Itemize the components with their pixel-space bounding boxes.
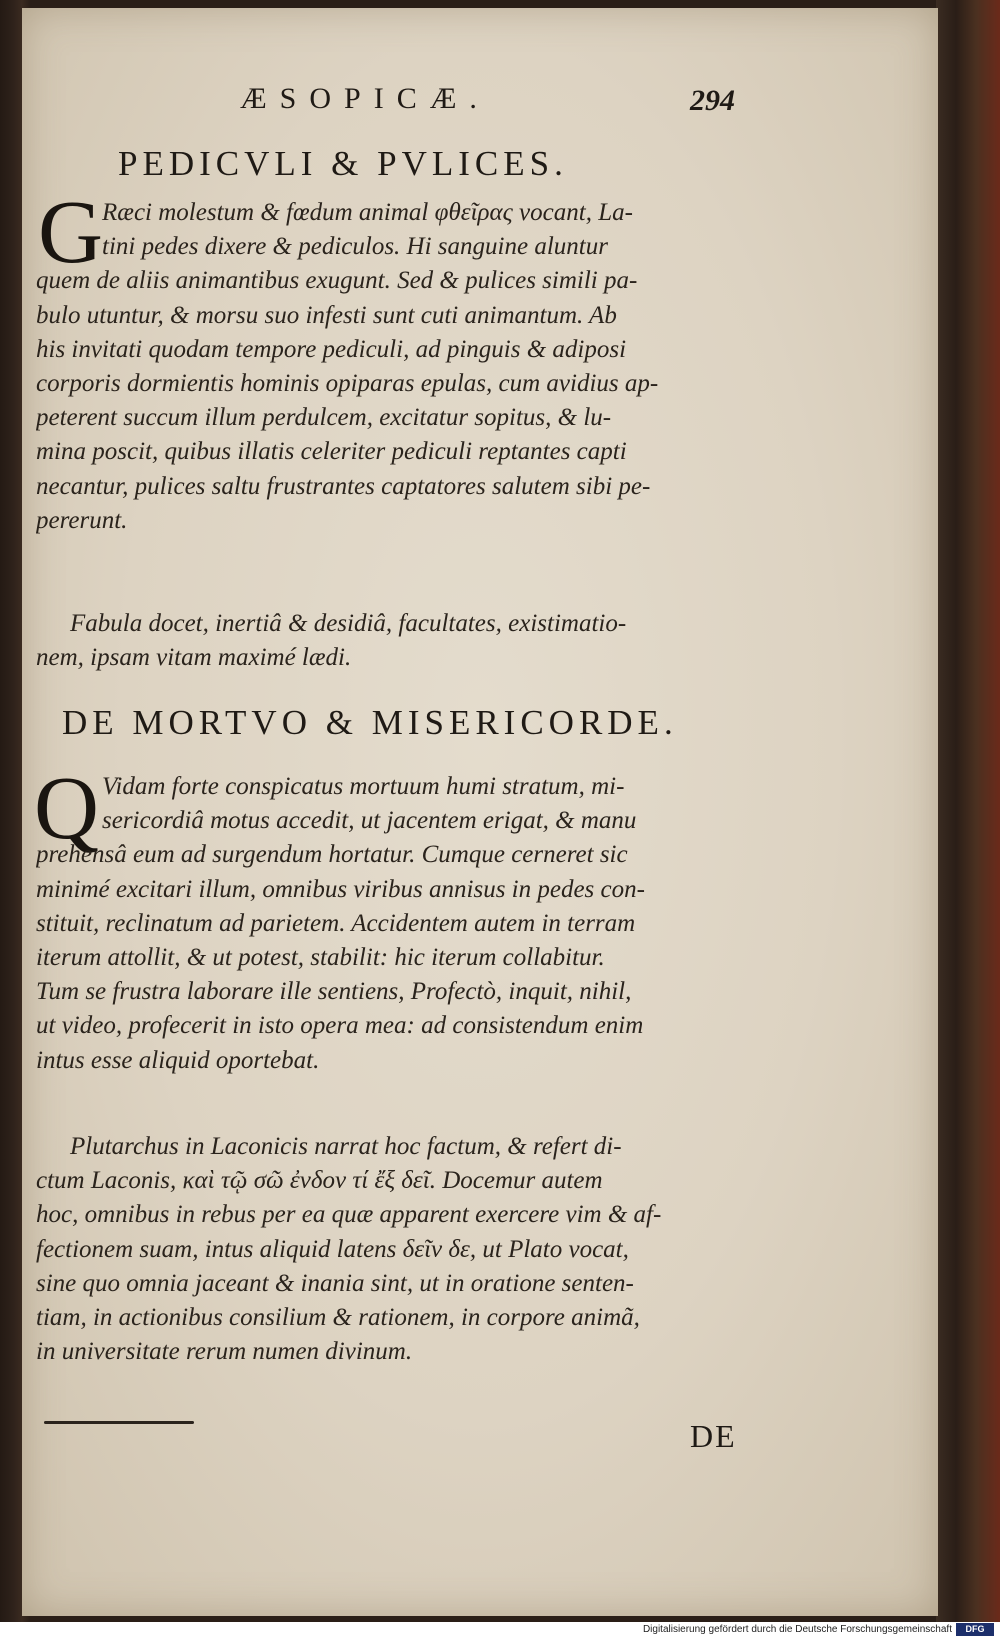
text-line: necantur, pulices saltu frustrantes captatores salutem sibi pe- [36,472,651,500]
text-line: peterent succum illum perdulcem, excitatur sopitus, & lu- [36,404,612,432]
text-line: nem, ipsam vitam maximé lædi. [36,644,352,672]
text-line: in universitate rerum numen divinum. [36,1338,413,1366]
catchword: DE [690,1418,737,1454]
text-line: prehensâ eum ad surgendum hortatur. Cumque cerneret sic [36,841,628,869]
running-head: ÆSOPICÆ. [240,82,490,115]
dfg-logo: DFG [956,1623,994,1636]
text-line: quem de aliis animantibus exugunt. Sed & pulices simili pa- [36,267,638,295]
text-line: Tum se frustra laborare ille sentiens, Profectò, inquit, nihil, [36,978,632,1006]
text-line: pererunt. [36,506,128,534]
fable2-title: DE MORTVO & MISERICORDE. [62,703,678,742]
end-rule [44,1421,194,1424]
fable2-moral [36,1130,760,1369]
text-line: mina poscit, quibus illatis celeriter pediculi reptantes capti [36,438,627,466]
text-line: sine quo omnia jaceant & inania sint, ut in oratione senten- [36,1269,634,1297]
digitization-credit: Digitalisierung gefördert durch die Deutsche Forschungsgemeinschaft [642,1624,952,1635]
fable1-body [36,196,760,538]
text-line: fectionem suam, intus aliquid latens δεῖν δε, ut Plato vocat, [36,1235,629,1263]
fable2-drop-cap: Q [34,759,99,858]
text-line: iterum attollit, & ut potest, stabilit: hic iterum collabitur. [36,943,605,971]
fable1-moral [36,607,760,675]
text-line: tini pedes dixere & pediculos. Hi sanguine aluntur [102,233,608,261]
text-line: Vidam forte conspicatus mortuum humi stratum, mi- [102,773,625,800]
text-line: Fabula docet, inertiâ & desidiâ, facultates, existimatio- [70,610,627,637]
text-line: minimé excitari illum, omnibus viribus annisus in pedes con- [36,875,645,903]
fable1-drop-cap: G [38,183,103,282]
page-number: 294 [690,84,735,117]
text-line: Ræci molestum & fœdum animal φθεῖρας vocant, La- [102,199,633,226]
text-line: sericordiâ motus accedit, ut jacentem erigat, & manu [102,807,637,835]
fable2-body [36,770,760,1078]
text-line: stituit, reclinatum ad parietem. Accidentem autem in terram [36,909,636,937]
text-line: bulo utuntur, & morsu suo infesti sunt cuti animantum. Ab [36,301,617,329]
text-line: his invitati quodam tempore pediculi, ad pinguis & adiposi [36,335,627,363]
text-line: ctum Laconis, καὶ τῷ σῶ ἐνδον τί ἔξ δεῖ. Docemur autem [36,1167,603,1195]
book-edge [936,0,1000,1622]
text-line: corporis dormientis hominis opiparas epulas, cum avidius ap- [36,369,659,397]
text-line: Plutarchus in Laconicis narrat hoc factum, & refert di- [70,1133,622,1160]
text-line: tiam, in actionibus consilium & rationem, in corpore animã, [36,1303,640,1331]
text-line: intus esse aliquid oportebat. [36,1046,320,1074]
fable1-title: PEDICVLI & PVLICES. [118,144,568,183]
text-line: hoc, omnibus in rebus per ea quæ apparent exercere vim & af- [36,1201,662,1229]
text-line: ut video, profecerit in isto opera mea: ad consistendum enim [36,1012,644,1040]
